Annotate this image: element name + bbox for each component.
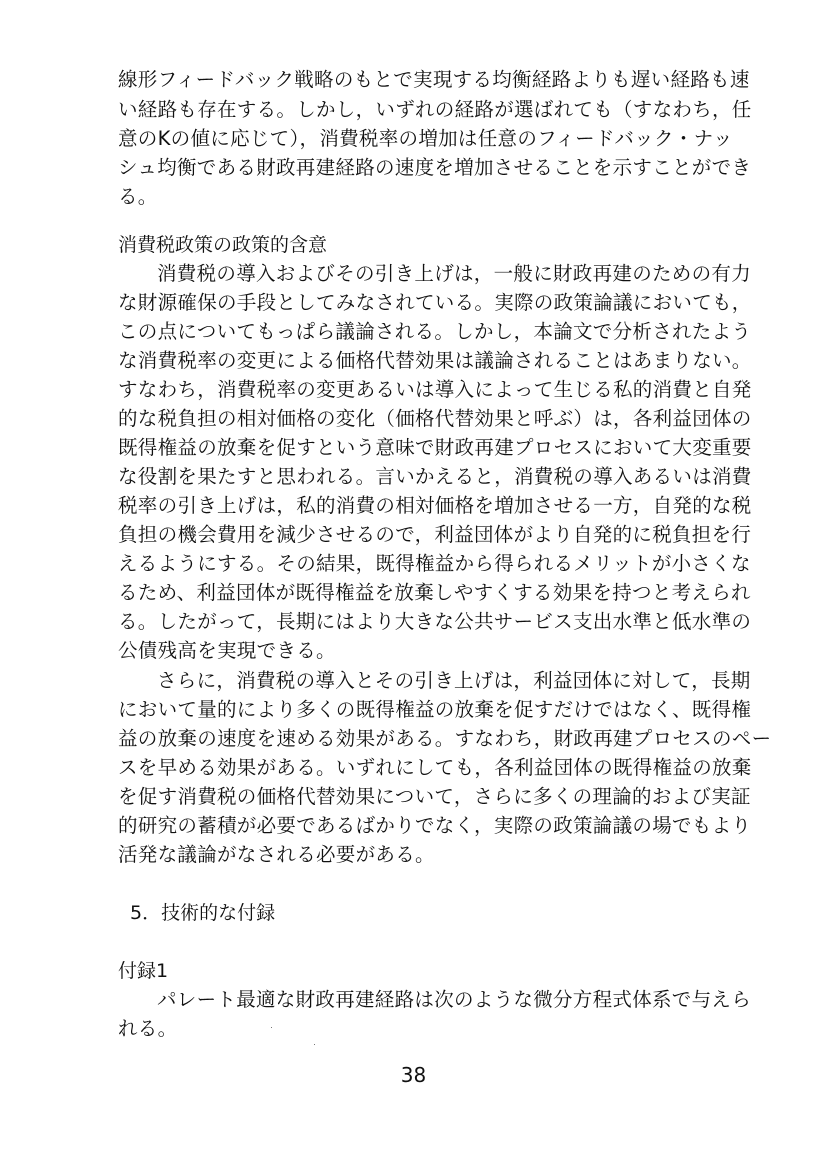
text-line: る。 — [118, 185, 158, 208]
text-line: 線形フィードバック戦略のもとで実現する均衡経路よりも遅い経路も速 — [118, 68, 750, 91]
text-line: 意のKの値に応じて），消費税率の増加は任意のフィードバック・ナッ — [118, 127, 733, 150]
text-line: 消費税の導入およびその引き上げは，一般に財政再建のための有力 — [157, 262, 752, 285]
section-title: 5．技術的な付録 — [130, 902, 276, 924]
text-line: な財源確保の手段としてみなされている。実際の政策論議においても， — [118, 291, 752, 314]
text-line: 既得権益の放棄を促すという意味で財政再建プロセスにおいて大変重要 — [118, 436, 752, 459]
text-line: い経路も存在する。しかし，いずれの経路が選ばれても（すなわち，任 — [118, 98, 752, 121]
text-line: 活発な議論がなされる必要がある。 — [118, 843, 435, 866]
text-line: さらに，消費税の導入とその引き上げは，利益団体に対して，長期 — [157, 669, 751, 692]
scan-speck — [271, 1027, 272, 1028]
text-line: シュ均衡である財政再建経路の速度を増加させることを示すことができ — [118, 156, 752, 179]
page-number: 38 — [400, 1063, 427, 1087]
text-line: すなわち，消費税率の変更あるいは導入によって生じる私的消費と自発 — [118, 378, 752, 401]
subheading: 消費税政策の政策的含意 — [118, 234, 328, 256]
text-line: パレート最適な財政再建経路は次のような微分方程式体系で与えら — [157, 988, 751, 1011]
appendix-label: 付録1 — [118, 960, 169, 982]
text-line: スを早める効果がある。いずれにしても，各利益団体の既得権益の放棄 — [118, 756, 752, 779]
text-line: な消費税率の変更による価格代替効果は議論されることはあまりない。 — [118, 349, 752, 372]
text-line: るため、利益団体が既得権益を放棄しやすくする効果を持つと考えられ — [118, 581, 751, 604]
text-line: において量的により多くの既得権益の放棄を促すだけではなく、既得権 — [118, 698, 752, 721]
text-line: 負担の機会費用を減少させるので，利益団体がより自発的に税負担を行 — [118, 523, 752, 546]
text-line: 的な税負担の相対価格の変化（価格代替効果と呼ぶ）は，各利益団体の — [118, 407, 752, 430]
text-line: な役割を果たすと思われる。言いかえると，消費税の導入あるいは消費 — [118, 465, 752, 488]
text-line: 益の放棄の速度を速める効果がある。すなわち，財政再建プロセスのペー — [118, 727, 772, 750]
text-line: 税率の引き上げは，私的消費の相対価格を増加させる一方，自発的な税 — [118, 494, 752, 517]
text-line: えるようにする。その結果，既得権益から得られるメリットが小さくな — [118, 552, 751, 575]
text-line: 的研究の蓄積が必要であるばかりでなく，実際の政策論議の場でもより — [118, 814, 752, 837]
text-line: れる。 — [118, 1017, 178, 1040]
scan-speck — [314, 1044, 315, 1045]
text-line: この点についてもっぱら議論される。しかし，本論文で分析されたよう — [118, 320, 752, 343]
text-line: る。したがって，長期にはより大きな公共サービス支出水準と低水準の — [118, 610, 752, 633]
text-line: を促す消費税の価格代替効果について，さらに多くの理論的および実証 — [118, 785, 751, 808]
text-line: 公債残高を実現できる。 — [118, 639, 336, 662]
